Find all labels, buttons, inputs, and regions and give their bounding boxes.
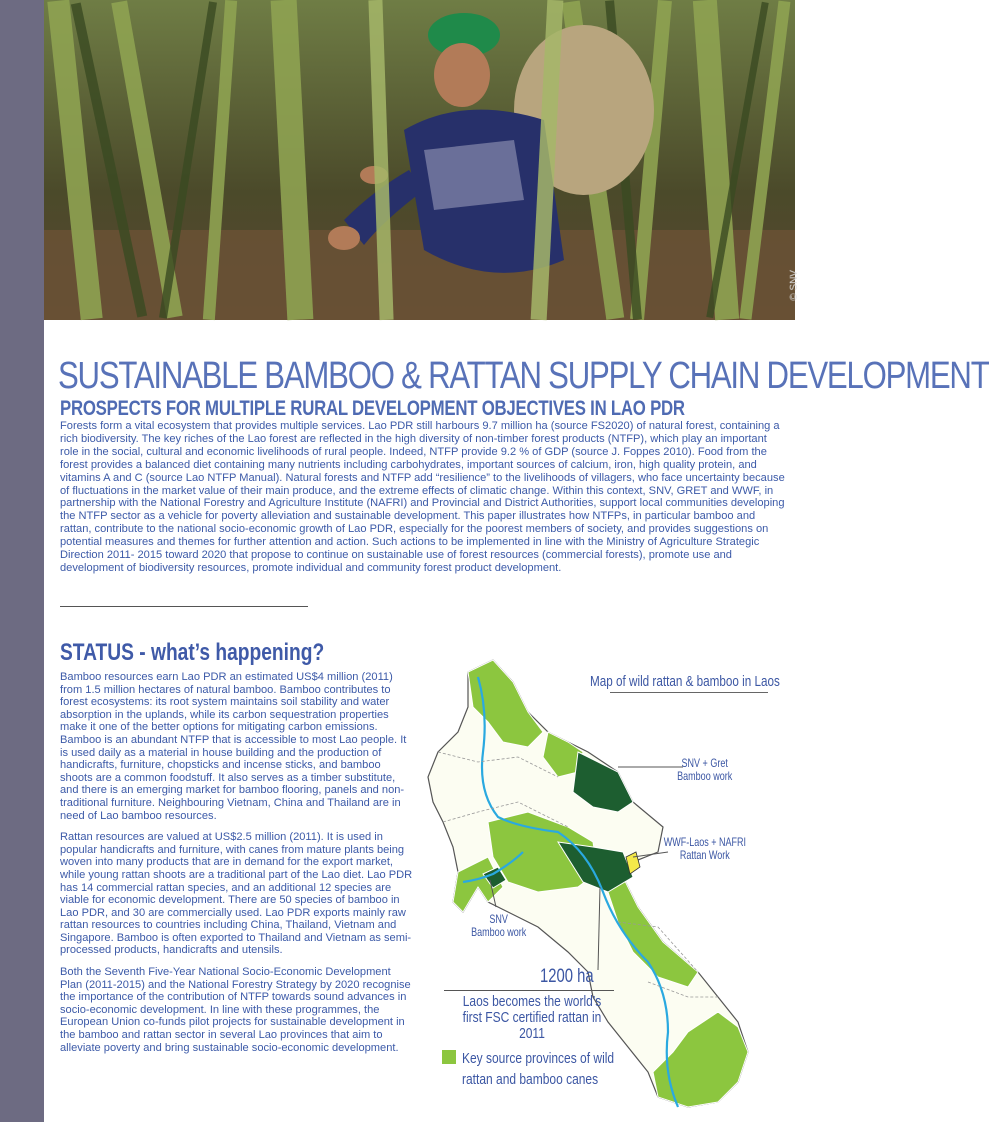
legend-text: Key source provinces of wild rattan and bamboo canes xyxy=(462,1050,615,1088)
forest-photo-illustration xyxy=(44,0,795,320)
legend-swatch xyxy=(442,1050,456,1064)
map-label-snv-line2: Bamboo work xyxy=(471,925,527,939)
map-label-snv-gret-line2: Bamboo work xyxy=(677,769,733,783)
header-photo xyxy=(44,0,800,320)
map-title: Map of wild rattan & bamboo in Laos xyxy=(590,673,780,690)
photo-credit: © SNV xyxy=(789,270,800,301)
page-subtitle: PROSPECTS FOR MULTIPLE RURAL DEVELOPMENT OBJECTIVES IN LAO PDR xyxy=(60,397,685,421)
status-column xyxy=(60,671,416,1063)
map-fsc-note: Laos becomes the world’s first FSC certified rattan in 2011 xyxy=(462,993,602,1042)
map-label-snv-gret-line1: SNV + Gret xyxy=(681,756,728,770)
map-label-snv xyxy=(471,913,526,939)
map-label-wwf xyxy=(664,836,746,862)
status-paragraph-rattan: Rattan resources are valued at US$2.5 million (2011). It is used in popular handicrafts and furniture, with canes from mature plants being woven into many products that are in demand for the export market, while young rattan shoots are a traditional part of the Lao diet. Lao PDR has 14 commercial rattan species, and an additional 12 species are viable for economic development. There are 50 species of bamboo in Lao PDR, and 30 are commercially used. Lao PDR exports mainly raw rattan resources to countries including China, Thailand, Vietnam and Singapore. Bamboo is often exported to Thailand and Vietnam as semi-processed products, handicrafts and utensils. xyxy=(60,831,413,957)
page-title: SUSTAINABLE BAMBOO & RATTAN SUPPLY CHAIN DEVELOPMENT xyxy=(58,355,989,398)
map-label-wwf-line1: WWF-Laos + NAFRI xyxy=(663,835,746,849)
status-heading: STATUS - what’s happening? xyxy=(60,638,325,666)
laos-map xyxy=(418,652,798,1112)
page-sidebar xyxy=(0,0,44,1122)
map-title-underline xyxy=(610,692,768,693)
map-label-snv-line1: SNV xyxy=(489,912,508,926)
intro-paragraph: Forests form a vital ecosystem that provides multiple services. Lao PDR still harbours 9.7 million ha (source FS2020) of natural forest, containing a rich biodiversity. The key riches of the Lao forest are reflected in the high diversity of non-timber forest products (NTFP), which play an important role in the social, cultural and economic livelihoods of rural people. Indeed, NTFP provide 9.2 % of GDP (source J. Foppes 2010). Food from the forest provides a balanced diet containing many nutrients including carbohydrates, important sources of calcium, iron, high quality protein, and vitamins A and C (source Lao NTFP Manual). Natural forests and NTFP add “resilience” to the livelihoods of villagers, who face uncertainty because of fluctuations in the market value of their main produce, and the extreme effects of climatic change. Within this context, SNV, GRET and WWF, in partnership with the National Forestry and Agriculture Institute (NAFRI) and Provincial and District Authorities, support local communities developing the NTFP sector as a vehicle for poverty alleviation and sustainable development. This paper illustrates how NTFPs, in particular bamboo and rattan, contribute to the national socio-economic growth of Lao PDR, especially for the poorest members of society, and provides suggestions on potential measures and themes for further attention and action. Such actions to be implemented in line with the Ministry of Agriculture Strategic Direction 2011- 2015 toward 2020 that propose to continue on sustainable use of forest resources (commercial forests), promote use and development of biodiversity resources, promote individual and community forest product development. xyxy=(60,420,785,574)
status-paragraph-policy: Both the Seventh Five-Year National Socio-Economic Development Plan (2011-2015) and the National Forestry Strategy by 2020 recognise the importance of the contribution of NTFP towards sound advances in socio-economic development. In line with these programmes, the European Union co-funds pilot projects for sustainable development in the bamboo and rattan sector in several Lao provinces that aim to alleviate poverty and bring sustainable socio-economic development. xyxy=(60,966,411,1054)
status-paragraph-bamboo: Bamboo resources earn Lao PDR an estimated US$4 million (2011) from 1.5 million hectares of natural bamboo. Bamboo contributes to forest ecosystems: its root system maintains soil stability and water absorption in the uplands, while its carbon sequestration properties make it one of the better options for mitigating carbon emissions. Bamboo is an abundant NTFP that is accessible to most Lao people. It is used daily as a material in house building and the production of handicrafts, furniture, chopsticks and incense sticks, and bamboo shoots are a common foodstuff. It also serves as a timber substitute, and there is an emerging market for bamboo flooring, panels and non-traditional furniture. Neighbouring Vietnam, China and Thailand are in need of Lao bamboo resources. xyxy=(60,671,407,822)
fsc-divider xyxy=(444,990,614,991)
map-area-figure: 1200 ha xyxy=(540,966,594,987)
section-divider xyxy=(60,606,308,607)
map-label-wwf-line2: Rattan Work xyxy=(679,848,730,862)
map-label-snv-gret xyxy=(677,757,732,783)
